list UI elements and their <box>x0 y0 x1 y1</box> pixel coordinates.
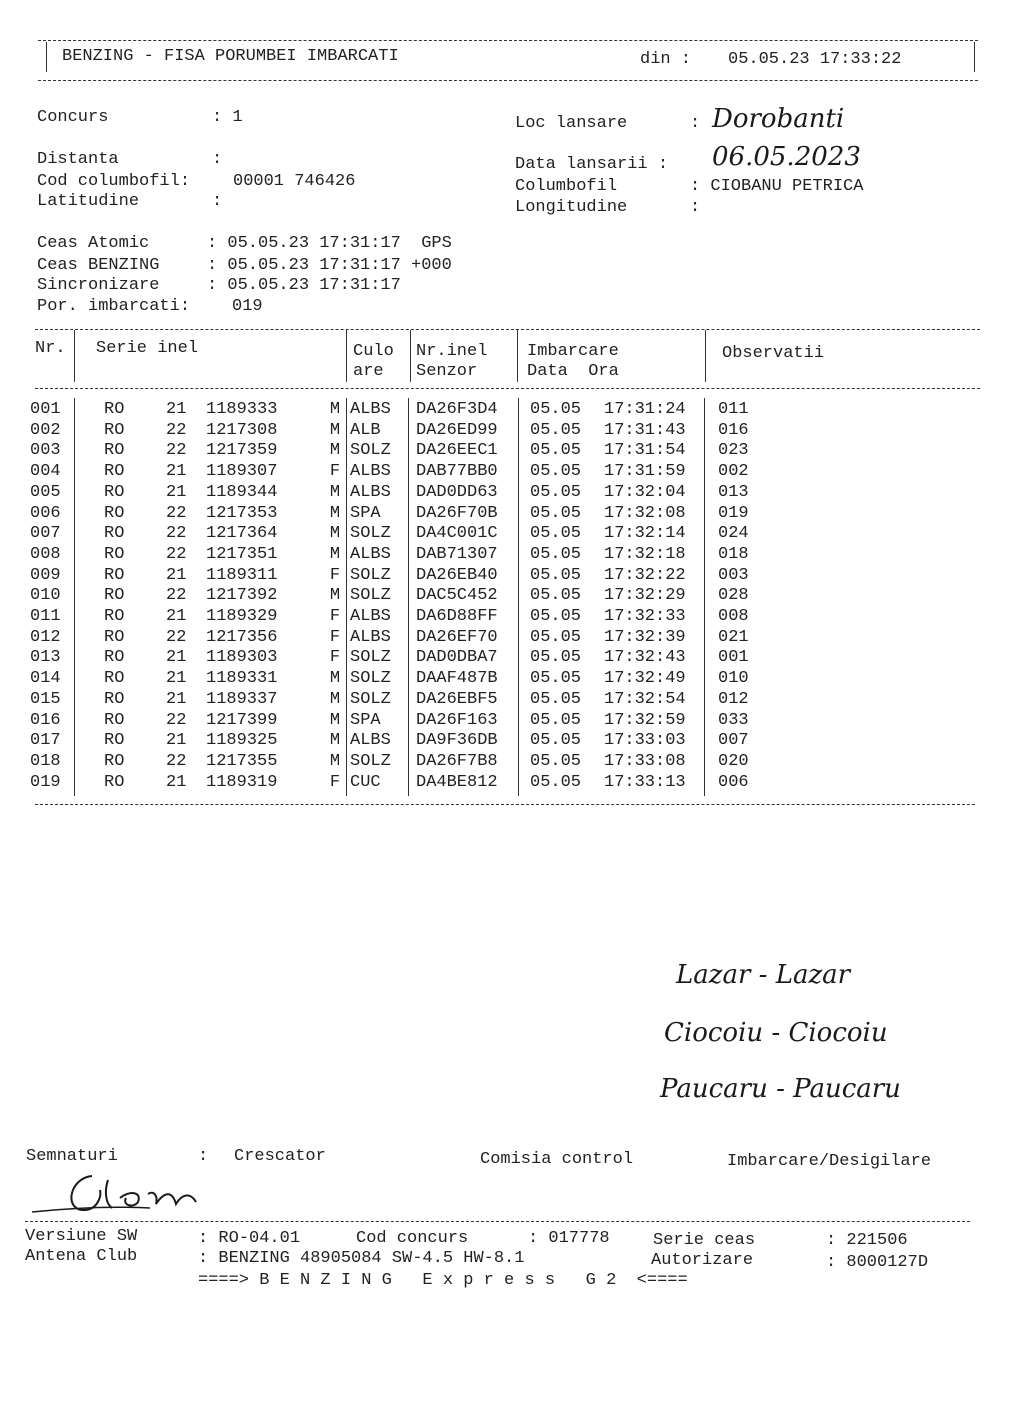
col-divider-obs <box>705 330 706 382</box>
header-serie-inel: Serie inel <box>96 339 199 358</box>
pigeon-sex: M <box>329 689 341 709</box>
columbofil-label: Columbofil <box>515 177 618 196</box>
boarding-time: 17:32:43 <box>604 648 686 668</box>
row-number: 018 <box>30 751 61 771</box>
observation: 002 <box>718 462 749 482</box>
ring-country: RO <box>104 565 125 585</box>
imbarcare-desigilare-label: Imbarcare/Desigilare <box>727 1152 932 1171</box>
pigeon-sex: M <box>329 482 341 502</box>
ring-number: 1189307 <box>206 462 278 482</box>
pigeon-sex: F <box>329 607 341 627</box>
sensor-id: DA9F36DB <box>416 731 498 751</box>
ring-year: 21 <box>166 731 187 751</box>
boarding-time: 17:32:29 <box>604 586 686 606</box>
pigeon-sex: F <box>329 648 341 668</box>
sensor-id: DA26EEC1 <box>416 441 498 461</box>
data-lansarii-label: Data lansarii : <box>515 155 669 174</box>
semnaturi-label: Semnaturi <box>26 1147 118 1166</box>
table-row <box>30 524 758 545</box>
pigeon-color: ALBS <box>350 731 391 751</box>
pigeon-sex: M <box>329 544 341 564</box>
ring-country: RO <box>104 669 125 689</box>
ring-year: 22 <box>166 503 187 523</box>
header-imbarcare-2: Data Ora <box>527 362 619 381</box>
ring-year: 22 <box>166 586 187 606</box>
pigeon-sex: F <box>329 627 341 647</box>
ring-country: RO <box>104 462 125 482</box>
row-number: 006 <box>30 503 61 523</box>
boarding-time: 17:32:54 <box>604 689 686 709</box>
ceas-benzing-label: Ceas BENZING <box>37 256 160 275</box>
ring-year: 21 <box>166 482 187 502</box>
ring-year: 22 <box>166 420 187 440</box>
ring-country: RO <box>104 420 125 440</box>
boarding-date: 05.05 <box>530 689 582 709</box>
boarding-date: 05.05 <box>530 544 582 564</box>
observation: 010 <box>718 669 749 689</box>
boarding-date: 05.05 <box>530 710 582 730</box>
sensor-id: DA26F163 <box>416 710 498 730</box>
table-row <box>30 462 758 483</box>
concurs-value: : 1 <box>212 108 243 127</box>
table-row <box>30 566 758 587</box>
serie-ceas-label: Serie ceas <box>653 1231 756 1250</box>
ring-number: 1217351 <box>206 544 278 564</box>
pigeon-color: SOLZ <box>350 565 391 585</box>
ring-country: RO <box>104 648 125 668</box>
row-number: 010 <box>30 586 61 606</box>
boarding-date: 05.05 <box>530 669 582 689</box>
row-number: 008 <box>30 544 61 564</box>
ring-number: 1217399 <box>206 710 278 730</box>
table-header-rule <box>35 388 980 389</box>
boarding-time: 17:32:39 <box>604 627 686 647</box>
boarding-time: 17:32:22 <box>604 565 686 585</box>
distanta-label: Distanta <box>37 150 119 169</box>
autorizare-value: : 8000127D <box>826 1253 929 1272</box>
ring-number: 1217356 <box>206 627 278 647</box>
ring-year: 21 <box>166 462 187 482</box>
boarding-time: 17:31:59 <box>604 462 686 482</box>
pigeon-sex: M <box>329 524 341 544</box>
header-nr-inel-1: Nr.inel <box>416 342 488 361</box>
row-number: 004 <box>30 462 61 482</box>
ring-country: RO <box>104 689 125 709</box>
loc-lansare-label: Loc lansare <box>515 114 628 133</box>
cod-concurs-label: Cod concurs <box>356 1229 469 1248</box>
loc-lansare-handwritten: Dorobanti <box>712 104 845 134</box>
antena-club-value: : BENZING 48905084 SW-4.5 HW-8.1 <box>198 1249 525 1268</box>
table-bottom-rule <box>35 804 975 805</box>
sensor-id: DA26F3D4 <box>416 400 498 419</box>
din-value: 05.05.23 17:33:22 <box>728 50 902 69</box>
pigeon-color: SOLZ <box>350 586 391 606</box>
header-right-border <box>974 42 975 72</box>
pigeon-sex: M <box>329 710 341 730</box>
header-imbarcare-1: Imbarcare <box>527 342 619 361</box>
ring-year: 22 <box>166 544 187 564</box>
boarding-time: 17:32:08 <box>604 503 686 523</box>
ring-country: RO <box>104 607 125 627</box>
observation: 024 <box>718 524 749 544</box>
loc-lansare-colon: : <box>690 114 701 133</box>
pigeon-color: SOLZ <box>350 689 391 709</box>
versiune-sw-label: Versiune SW <box>25 1227 138 1246</box>
table-row <box>30 400 758 421</box>
serie-ceas-value: : 221506 <box>826 1231 908 1250</box>
sensor-id: DA26EF70 <box>416 627 498 647</box>
sensor-id: DA26EBF5 <box>416 689 498 709</box>
table-row <box>30 441 758 462</box>
table-row <box>30 586 758 607</box>
ring-year: 22 <box>166 441 187 461</box>
ring-year: 21 <box>166 772 187 792</box>
semnaturi-colon: : <box>198 1147 209 1166</box>
table-row <box>30 545 758 566</box>
boarding-date: 05.05 <box>530 503 582 523</box>
data-lansarii-handwritten: 06.05.2023 <box>712 142 861 172</box>
table-row <box>30 669 758 690</box>
table-row <box>30 607 758 628</box>
ring-number: 1189337 <box>206 689 278 709</box>
ring-country: RO <box>104 441 125 461</box>
header-left-border <box>46 42 47 72</box>
sensor-id: DAAF487B <box>416 669 498 689</box>
columbofil-value: : CIOBANU PETRICA <box>690 177 864 196</box>
sincronizare-value: : 05.05.23 17:31:17 <box>207 276 401 295</box>
ring-number: 1217392 <box>206 586 278 606</box>
sensor-id: DAC5C452 <box>416 586 498 606</box>
sensor-id: DA6D88FF <box>416 607 498 627</box>
ring-year: 22 <box>166 627 187 647</box>
boarding-date: 05.05 <box>530 565 582 585</box>
ring-year: 21 <box>166 689 187 709</box>
pigeon-sex: M <box>329 503 341 523</box>
sensor-id: DA26F7B8 <box>416 751 498 771</box>
row-number: 003 <box>30 441 61 461</box>
pigeon-color: SPA <box>350 503 381 523</box>
ring-number: 1217353 <box>206 503 278 523</box>
ring-number: 1217364 <box>206 524 278 544</box>
observation: 018 <box>718 544 749 564</box>
row-number: 005 <box>30 482 61 502</box>
pigeon-color: ALBS <box>350 544 391 564</box>
boarding-date: 05.05 <box>530 627 582 647</box>
boarding-time: 17:31:24 <box>604 400 686 419</box>
versiune-sw-value: : RO-04.01 <box>198 1229 301 1248</box>
ring-country: RO <box>104 400 125 419</box>
observation: 008 <box>718 607 749 627</box>
ceas-atomic-label: Ceas Atomic <box>37 234 150 253</box>
pigeon-color: SOLZ <box>350 648 391 668</box>
observation: 023 <box>718 441 749 461</box>
ring-number: 1217308 <box>206 420 278 440</box>
crescator-label: Crescator <box>234 1147 326 1166</box>
pigeon-sex: M <box>329 669 341 689</box>
ring-country: RO <box>104 731 125 751</box>
boarding-time: 17:32:59 <box>604 710 686 730</box>
observation: 007 <box>718 731 749 751</box>
autorizare-label: Autorizare <box>651 1251 754 1270</box>
benzing-express-banner: ====> B E N Z I N G E x p r e s s G 2 <==== <box>198 1271 688 1290</box>
boarding-time: 17:31:43 <box>604 420 686 440</box>
ring-country: RO <box>104 503 125 523</box>
row-number: 007 <box>30 524 61 544</box>
handwritten-note-2: Ciocoiu - Ciocoiu <box>664 1018 888 1048</box>
pigeon-color: SOLZ <box>350 524 391 544</box>
table-top-rule <box>35 329 980 330</box>
handwritten-note-1: Lazar - Lazar <box>676 960 851 990</box>
pigeon-sex: F <box>329 462 341 482</box>
boarding-time: 17:32:18 <box>604 544 686 564</box>
header-observatii: Observatii <box>722 344 825 363</box>
row-number: 001 <box>30 400 61 419</box>
pigeon-sex: M <box>329 751 341 771</box>
boarding-date: 05.05 <box>530 441 582 461</box>
observation: 020 <box>718 751 749 771</box>
boarding-date: 05.05 <box>530 586 582 606</box>
ring-country: RO <box>104 627 125 647</box>
row-number: 019 <box>30 772 61 792</box>
ceas-benzing-value: : 05.05.23 17:31:17 +000 <box>207 256 452 275</box>
row-number: 015 <box>30 689 61 709</box>
pigeon-sex: M <box>329 731 341 751</box>
pigeon-color: ALBS <box>350 462 391 482</box>
ring-country: RO <box>104 544 125 564</box>
boarding-time: 17:32:33 <box>604 607 686 627</box>
boarding-time: 17:33:13 <box>604 772 686 792</box>
table-row <box>30 773 758 794</box>
ring-country: RO <box>104 710 125 730</box>
boarding-time: 17:31:54 <box>604 441 686 461</box>
pigeon-sex: M <box>329 420 341 440</box>
longitudine-label: Longitudine <box>515 198 628 217</box>
ring-number: 1189344 <box>206 482 278 502</box>
ring-number: 1189325 <box>206 731 278 751</box>
sensor-id: DAD0DD63 <box>416 482 498 502</box>
row-number: 017 <box>30 731 61 751</box>
por-imbarcati-label: Por. imbarcati: <box>37 297 191 316</box>
table-row <box>30 648 758 669</box>
ring-number: 1189319 <box>206 772 278 792</box>
header-top-rule <box>38 40 978 41</box>
col-divider-senzor <box>410 330 411 382</box>
pigeon-color: ALBS <box>350 607 391 627</box>
col-divider-nr <box>74 330 75 382</box>
boarding-time: 17:32:04 <box>604 482 686 502</box>
ceas-atomic-value: : 05.05.23 17:31:17 GPS <box>207 234 452 253</box>
row-number: 016 <box>30 710 61 730</box>
ring-number: 1217355 <box>206 751 278 771</box>
pigeon-color: ALBS <box>350 482 391 502</box>
row-number: 012 <box>30 627 61 647</box>
row-number: 013 <box>30 648 61 668</box>
ring-year: 21 <box>166 400 187 419</box>
pigeon-color: ALBS <box>350 400 391 419</box>
boarding-time: 17:32:14 <box>604 524 686 544</box>
header-culoare-1: Culo <box>353 342 394 361</box>
pigeon-table <box>30 400 758 793</box>
observation: 033 <box>718 710 749 730</box>
concurs-label: Concurs <box>37 108 109 127</box>
cod-columbofil-value: 00001 746426 <box>233 172 356 191</box>
observation: 019 <box>718 503 749 523</box>
pigeon-sex: M <box>329 400 341 419</box>
ring-year: 21 <box>166 648 187 668</box>
pigeon-color: SOLZ <box>350 441 391 461</box>
header-nr: Nr. <box>35 339 66 358</box>
row-number: 014 <box>30 669 61 689</box>
table-row <box>30 711 758 732</box>
ring-country: RO <box>104 586 125 606</box>
sensor-id: DAB77BB0 <box>416 462 498 482</box>
pigeon-color: ALB <box>350 420 381 440</box>
longitudine-value: : <box>690 198 701 217</box>
col-divider-culo <box>346 330 347 382</box>
boarding-date: 05.05 <box>530 524 582 544</box>
table-row <box>30 483 758 504</box>
pigeon-sex: M <box>329 586 341 606</box>
pigeon-sex: F <box>329 565 341 585</box>
boarding-date: 05.05 <box>530 607 582 627</box>
row-number: 002 <box>30 420 61 440</box>
observation: 012 <box>718 689 749 709</box>
ring-year: 21 <box>166 607 187 627</box>
table-row <box>30 504 758 525</box>
distanta-value: : <box>212 150 223 169</box>
din-label: din : <box>640 50 692 69</box>
boarding-time: 17:32:49 <box>604 669 686 689</box>
header-bottom-rule <box>38 80 978 81</box>
pigeon-table-body <box>30 400 758 793</box>
cod-concurs-value: : 017778 <box>528 1229 610 1248</box>
ring-year: 22 <box>166 751 187 771</box>
observation: 021 <box>718 627 749 647</box>
boarding-date: 05.05 <box>530 772 582 792</box>
ring-year: 21 <box>166 669 187 689</box>
cod-columbofil-label: Cod columbofil: <box>37 172 191 191</box>
comisia-control-label: Comisia control <box>480 1150 634 1169</box>
observation: 006 <box>718 772 749 792</box>
ring-year: 21 <box>166 565 187 585</box>
pigeon-sex: M <box>329 441 341 461</box>
antena-club-label: Antena Club <box>25 1247 138 1266</box>
row-number: 009 <box>30 565 61 585</box>
pigeon-color: SOLZ <box>350 751 391 771</box>
pigeon-color: CUC <box>350 772 381 792</box>
boarding-time: 17:33:03 <box>604 731 686 751</box>
boarding-date: 05.05 <box>530 420 582 440</box>
pigeon-sex: F <box>329 772 341 792</box>
observation: 001 <box>718 648 749 668</box>
sensor-id: DA4BE812 <box>416 772 498 792</box>
ring-country: RO <box>104 751 125 771</box>
table-row <box>30 421 758 442</box>
handwritten-note-3: Paucaru - Paucaru <box>660 1074 901 1104</box>
sensor-id: DAD0DBA7 <box>416 648 498 668</box>
observation: 028 <box>718 586 749 606</box>
ring-number: 1189333 <box>206 400 278 419</box>
sensor-id: DA26EB40 <box>416 565 498 585</box>
table-row <box>30 731 758 752</box>
boarding-date: 05.05 <box>530 482 582 502</box>
ring-year: 22 <box>166 524 187 544</box>
ring-number: 1189329 <box>206 607 278 627</box>
table-row <box>30 628 758 649</box>
sensor-id: DA4C001C <box>416 524 498 544</box>
observation: 011 <box>718 400 749 419</box>
sensor-id: DA26F70B <box>416 503 498 523</box>
document-title: BENZING - FISA PORUMBEI IMBARCATI <box>62 47 399 66</box>
ring-number: 1189331 <box>206 669 278 689</box>
boarding-date: 05.05 <box>530 731 582 751</box>
ring-country: RO <box>104 772 125 792</box>
row-number: 011 <box>30 607 61 627</box>
pigeon-color: SPA <box>350 710 381 730</box>
table-row <box>30 752 758 773</box>
sincronizare-label: Sincronizare <box>37 276 160 295</box>
sensor-id: DA26ED99 <box>416 420 498 440</box>
boarding-date: 05.05 <box>530 400 582 419</box>
header-nr-inel-2: Senzor <box>416 362 478 381</box>
ring-number: 1189311 <box>206 565 278 585</box>
ring-number: 1189303 <box>206 648 278 668</box>
boarding-time: 17:33:08 <box>604 751 686 771</box>
ring-country: RO <box>104 482 125 502</box>
por-imbarcati-value: 019 <box>232 297 263 316</box>
ring-year: 22 <box>166 710 187 730</box>
pigeon-color: SOLZ <box>350 669 391 689</box>
header-culoare-2: are <box>353 362 384 381</box>
latitudine-value: : <box>212 192 223 211</box>
ring-number: 1217359 <box>206 441 278 461</box>
observation: 016 <box>718 420 749 440</box>
latitudine-label: Latitudine <box>37 192 140 211</box>
crescator-signature <box>30 1168 220 1218</box>
observation: 003 <box>718 565 749 585</box>
footer-top-rule <box>25 1221 970 1222</box>
ring-country: RO <box>104 524 125 544</box>
boarding-date: 05.05 <box>530 648 582 668</box>
boarding-date: 05.05 <box>530 462 582 482</box>
observation: 013 <box>718 482 749 502</box>
pigeon-color: ALBS <box>350 627 391 647</box>
col-divider-imbarcare <box>517 330 518 382</box>
table-row <box>30 690 758 711</box>
boarding-date: 05.05 <box>530 751 582 771</box>
sensor-id: DAB71307 <box>416 544 498 564</box>
